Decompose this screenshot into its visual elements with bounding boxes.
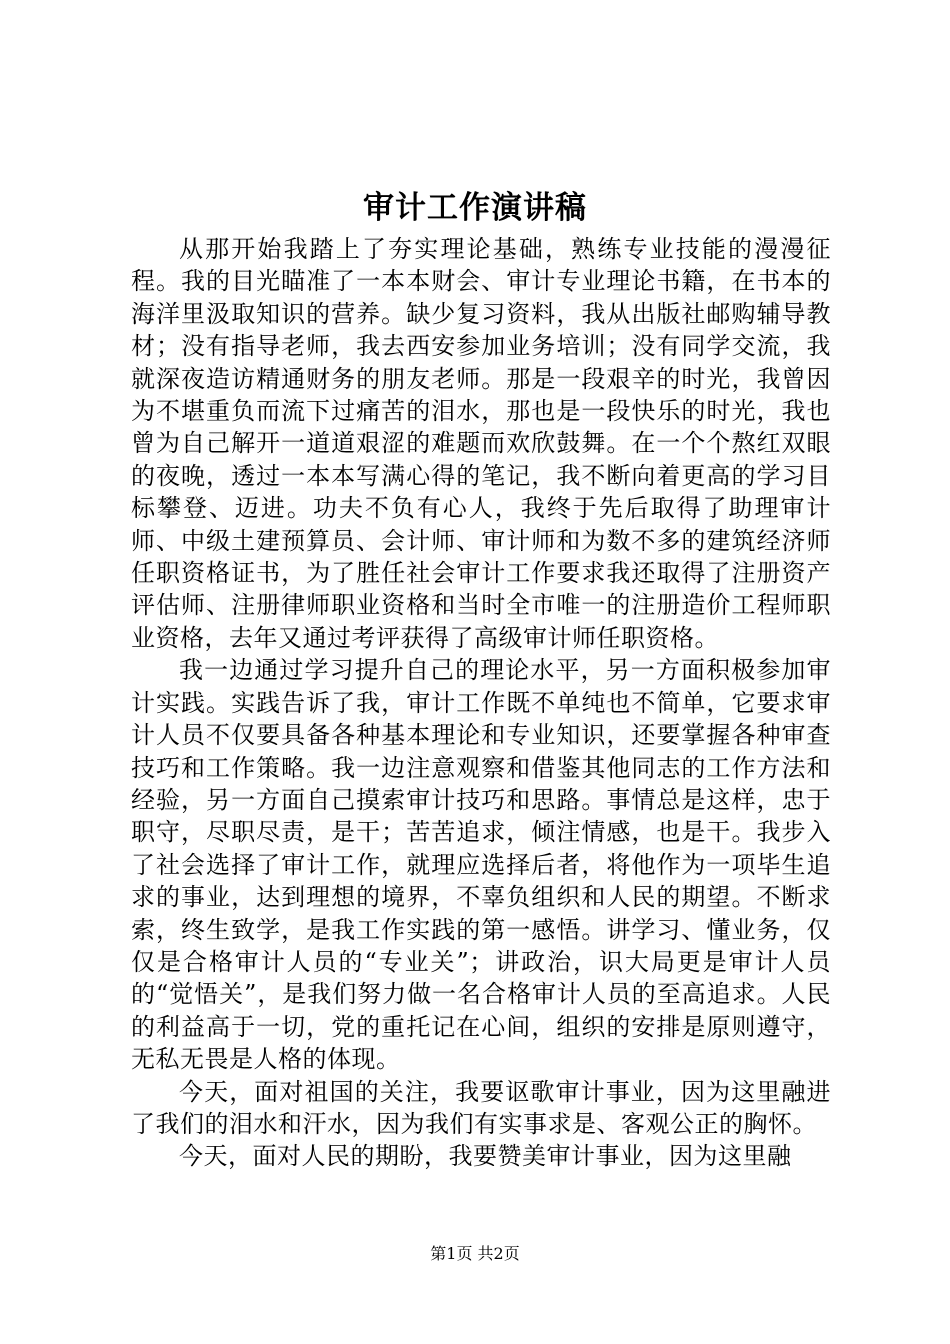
paragraph-2: 我一边通过学习提升自己的理论水平，另一方面积极参加审计实践。实践告诉了我，审计工作既不单纯也不简单，它要求审计人员不仅要具备各种基本理论和专业知识，还要掌握各种审查技巧和工作策略。我一边注意观察和借鉴其他同志的工作方法和经验，另一方面自己摸索审计技巧和思路。事情总是这样，忠于职守，尽职尽责，是干；苦苦追求，倾注情感，也是干。我步入了社会选择了审计工作，就理应选择后者，将他作为一项毕生追求的事业，达到理想的境界，不辜负组织和人民的期望。不断求索，终生致学，是我工作实践的第一感悟。讲学习、懂业务，仅仅是合格审计人员的“专业关”；讲政治，识大局更是审计人员的“觉悟关”，是我们努力做一名合格审计人员的至高追求。人民的利益高于一切，党的重托记在心间，组织的安排是原则遵守，无私无畏是人格的体现。 (131, 656, 831, 1074)
page-footer: 第1页 共2页 (430, 1244, 520, 1263)
document-title: 审计工作演讲稿 (363, 190, 587, 226)
paragraph-4: 今天，面对人民的期盼，我要赞美审计事业，因为这里融 (179, 1142, 792, 1171)
document-body (131, 233, 831, 1173)
paragraph-3: 今天，面对祖国的关注，我要讴歌审计事业，因为这里融进了我们的泪水和汗水，因为我们有实事求是、客观公正的胸怀。 (131, 1077, 831, 1138)
paragraph-1: 从那开始我踏上了夯实理论基础，熟练专业技能的漫漫征程。我的目光瞄准了一本本财会、审计专业理论书籍，在书本的海洋里汲取知识的营养。缺少复习资料，我从出版社邮购辅导教材；没有指导老师，我去西安参加业务培训；没有同学交流，我就深夜造访精通财务的朋友老师。那是一段艰辛的时光，我曾因为不堪重负而流下过痛苦的泪水，那也是一段快乐的时光，我也曾为自己解开一道道艰涩的难题而欢欣鼓舞。在一个个熬红双眼的夜晚，透过一本本写满心得的笔记，我不断向着更高的学习目标攀登、迈进。功夫不负有心人，我终于先后取得了助理审计师、中级土建预算员、会计师、审计师和为数不多的建筑经济师任职资格证书，为了胜任社会审计工作要求我还取得了注册资产评估师、注册律师职业资格和当时全市唯一的注册造价工程师职业资格，去年又通过考评获得了高级审计师任职资格。 (131, 235, 831, 652)
